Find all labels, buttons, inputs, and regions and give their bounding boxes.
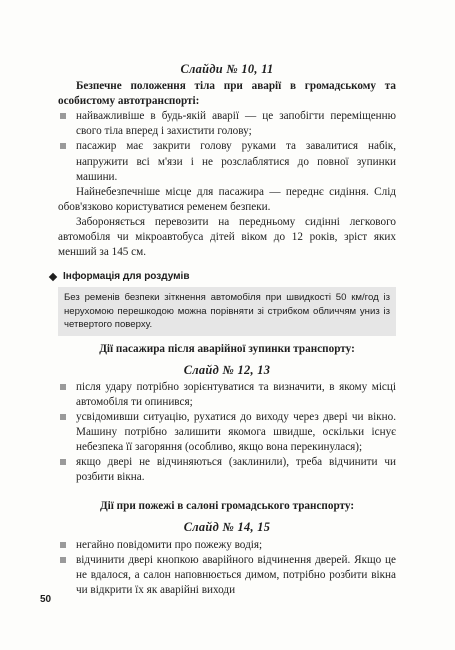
square-bullet-icon	[60, 542, 66, 548]
list-item-text: негайно повідомити про пожежу водія;	[76, 538, 263, 551]
safe-position-list	[58, 109, 396, 184]
section-title-after-stop: Дії пасажира після аварійної зупинки транспорту:	[99, 342, 355, 355]
page-content	[58, 56, 396, 598]
list-item-text: пасажир має закрити голову руками та завалитися набік, напружити всі м'язи і не розслаблятися до повної зупинки машини.	[76, 140, 396, 183]
section-title-fire: Дії при пожежі в салоні громадського транспорту:	[99, 500, 355, 513]
paragraph-dangerous-seat: Найнебезпечніше місце для пасажира — переднє сидіння. Слід обов'язково користуватися ременем безпеки.	[58, 185, 396, 213]
paragraph-children-prohibition: Забороняється перевозити на передньому сидінні легкового автомобіля чи мікроавтобуса дітей віком до 12 років, зріст яких менший за 145 см.	[58, 215, 396, 259]
diamond-icon	[49, 273, 57, 281]
slide-title-12-13: Слайд № 12, 13	[183, 362, 271, 377]
square-bullet-icon	[60, 113, 66, 119]
info-body-text: Без ременів безпеки зіткнення автомобіля при швидкості 50 км/год із нерухомою перешкодою можна порівняти зі стрибком обличчям униз із четвертого поверху.	[58, 287, 396, 335]
info-box	[58, 269, 396, 335]
list-item	[58, 410, 396, 455]
info-heading	[50, 269, 396, 284]
square-bullet-icon	[60, 414, 66, 420]
after-stop-list	[58, 380, 396, 486]
square-bullet-icon	[60, 143, 66, 149]
square-bullet-icon	[60, 384, 66, 390]
section-title-safe-position: Безпечне положення тіла при аварії в громадському та особистому автотранспорті:	[58, 80, 396, 108]
list-item-text: найважливіше в будь-якій аварії — це запобігти переміщенню свого тіла вперед і захистити голову;	[76, 110, 396, 138]
info-heading-text: Інформація для роздумів	[63, 271, 190, 283]
list-item	[58, 553, 396, 598]
list-item-text: усвідомивши ситуацію, рухатися до виходу через двері чи вікно. Машину потрібно залишити якомога швидше, оскільки існує небезпека її загоряння (особливо, якщо вона перекинулася);	[76, 410, 396, 454]
page-number: 50	[40, 594, 52, 605]
list-item	[58, 455, 396, 485]
list-item-text: відчинити двері кнопкою аварійного відчинення дверей. Якщо це не вдалося, а салон наповнюється димом, потрібно розбити вікна чи відкрити їх як аварійні виходи	[76, 553, 396, 596]
list-item-text: якщо двері не відчиняються (заклинили), треба відчинити чи розбити вікна.	[76, 456, 396, 484]
slide-title-10-11: Слайди № 10, 11	[180, 62, 274, 76]
square-bullet-icon	[60, 557, 66, 563]
list-item-text: після удару потрібно зорієнтуватися та визначити, в якому місці автомобіля ти опинився;	[76, 380, 396, 408]
list-item	[58, 380, 396, 410]
list-item	[58, 538, 396, 553]
slide-title-14-15: Слайд № 14, 15	[183, 520, 271, 535]
list-item	[58, 109, 396, 139]
list-item	[58, 139, 396, 184]
square-bullet-icon	[60, 459, 66, 465]
fire-list	[58, 538, 396, 598]
